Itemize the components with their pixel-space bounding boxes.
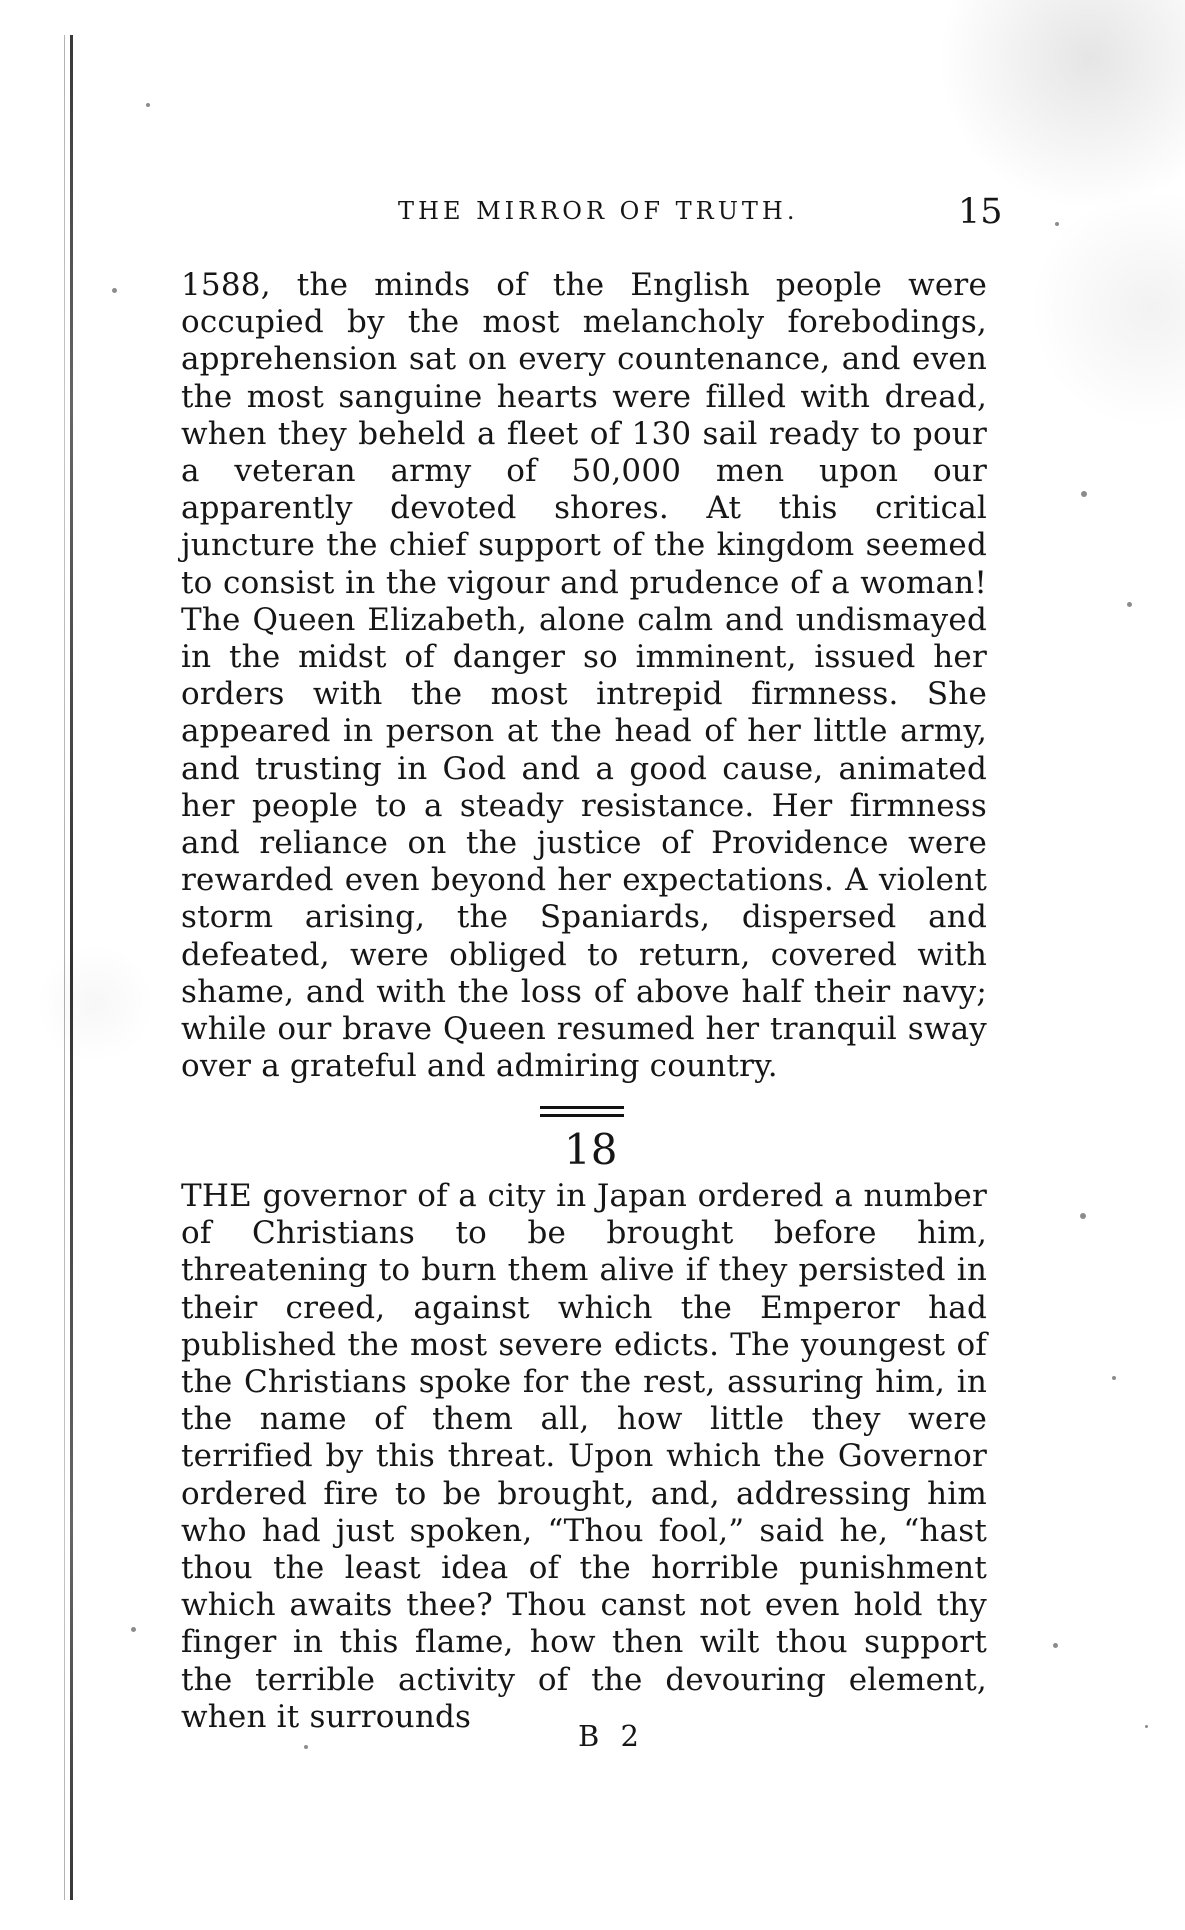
ink-speck [1080,1213,1086,1219]
ink-speck [146,103,150,107]
paragraph-two: THE governor of a city in Japan ordered a number of Christians to be brought before him, threatening to burn them alive if they persisted in their creed, against which the Emperor had published the most severe edicts. The youngest of the Christians spoke for the rest, assuring him, in the name of them all, how little they were terrified by this threat. Upon which the Governor ordered fire to be brought, and, addressing him who had just spoken, “Thou fool,” said he, “hast thou the least idea of the horrible punishment which awaits thee? Thou canst not even hold thy finger in this flame, how then wilt thou support the terrible activity of the devouring element, when it surrounds [181,1178,987,1735]
ink-speck [1127,602,1132,607]
section-divider-rule [540,1106,624,1117]
section-number: 18 [564,1125,618,1174]
ink-speck [112,288,117,293]
body-text-block-two [181,1178,987,1736]
ink-speck [1081,491,1087,497]
body-text-block-one [181,267,987,1085]
page-binding-edge [70,35,73,1900]
paragraph-one: 1588, the minds of the English people were occupied by the most melancholy forebodings, apprehension sat on every countenance, and even the most sanguine hearts were filled with dread, when they beheld a fleet of 130 sail ready to pour a veteran army of 50,000 men upon our apparently devoted shores. At this critical juncture the chief support of the kingdom seemed to consist in the vigour and prudence of a woman! The Queen Elizabeth, alone calm and undismayed in the midst of danger so imminent, issued her orders with the most intrepid firmness. She appeared in person at the head of her little army, and trusting in God and a good cause, animated her people to a steady resistance. Her firmness and reliance on the justice of Providence were rewarded even beyond her expectations. A violent storm arising, the Spaniards, dispersed and defeated, were obliged to return, covered with shame, and with the loss of above half their navy; while our brave Queen resumed her tranquil sway over a grateful and admiring country. [181,267,987,1085]
page-header [398,192,1003,235]
page-number: 15 [958,192,1003,232]
ink-speck [1145,1725,1148,1728]
ink-speck [1112,1376,1116,1380]
ink-speck [1053,1643,1058,1648]
page-binding-shadow [64,35,65,1900]
running-title: THE MIRROR OF TRUTH. [398,197,799,225]
ink-speck [1055,222,1059,226]
printer-signature-mark: B 2 [578,1719,645,1753]
ink-speck [131,1627,136,1632]
ink-speck [304,1745,308,1749]
